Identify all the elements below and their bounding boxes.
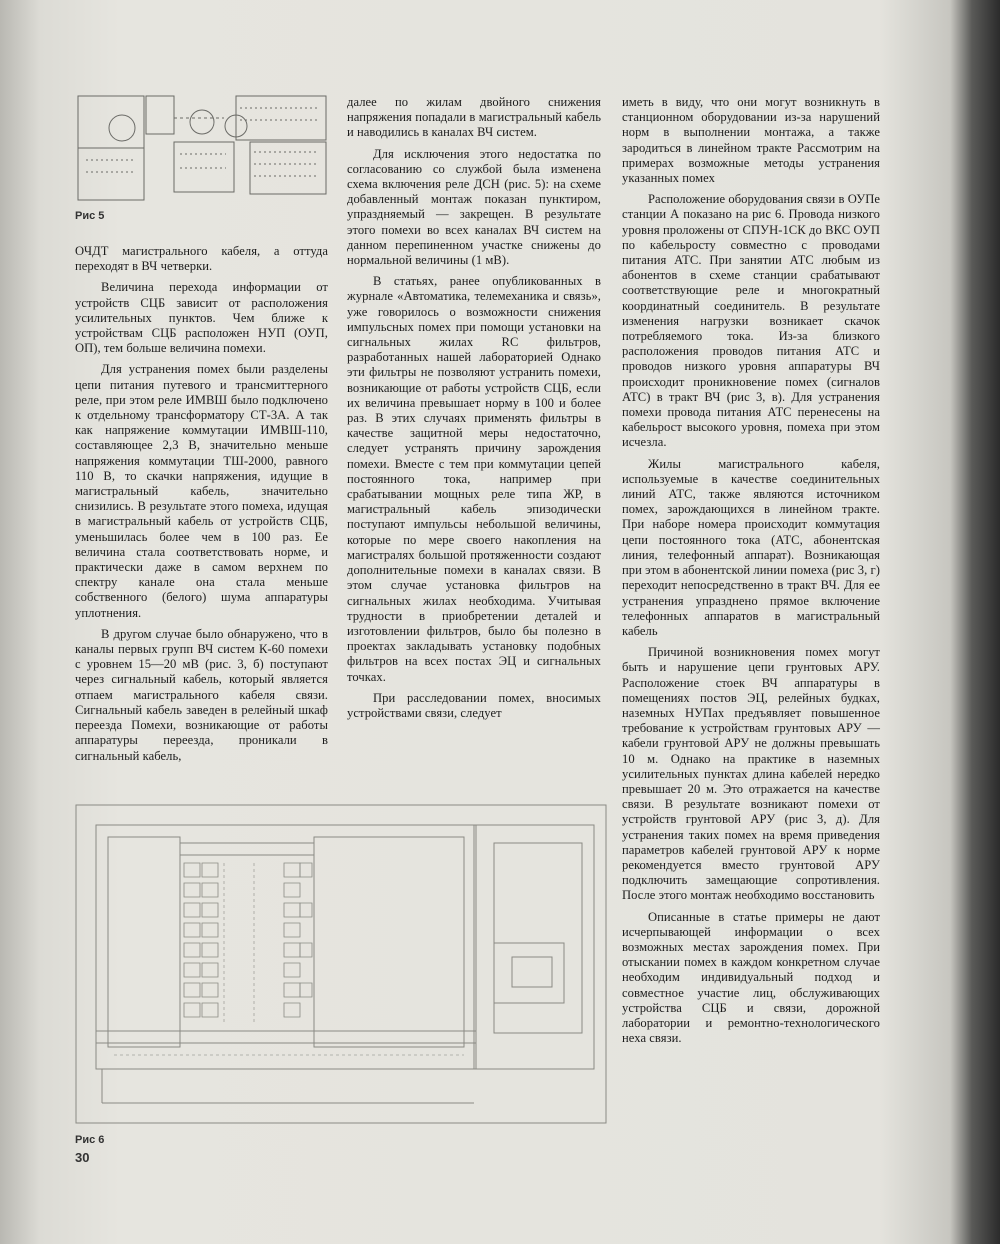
paragraph: далее по жилам двойного снижения напряжения попадали в магистральный кабель и наводились в каналах ВЧ систем. [347, 95, 601, 140]
paragraph: При расследовании помех, вносимых устройствами связи, следует [347, 690, 601, 720]
paragraph: Описанные в статье примеры не дают исчерпывающей информации о всех возможных местах зарождения помех. При отыскании помех в каждом конкретном случае необходим индивидуальный подход и совместное участие лиц, обслуживающих устройства СЦБ и связи, дорожной лаборатории и ремонтно-технологического неха связи. [622, 909, 880, 1046]
paragraph: В другом случае было обнаружено, что в каналы первых групп ВЧ систем К-60 помехи с уровнем 15—20 мВ (рис. 3, б) поступают через сигнальный кабель, который является отпаем магистрального кабеля связи. Сигнальный кабель заведен в релейный шкаф переезда Помехи, возникающие от работы аппаратуры переезда, проникали в сигнальный кабель, [75, 626, 328, 763]
paragraph: иметь в виду, что они могут возникнуть в станционном оборудовании из-за нарушений норм в выполнении монтажа, а также зародиться в линейном тракте Рассмотрим на примерах возможные методы устранения указанных помех [622, 95, 880, 186]
text-column-1 [75, 244, 328, 764]
paragraph: Причиной возникновения помех могут быть и нарушение цепи грунтовых АРУ. Расположение стоек ВЧ аппаратуры в помещениях постов ЭЦ, релейных будках, наземных НУПах предъявляет повышенное требование к устройствам грунтовых АРУ — кабели грунтовой АРУ не должны превышать 10 м. Однако на практике в наземных усилительных пунктах длина кабелей нередко превышает 20 м. Это отражается на качестве связи. В результате возникают помехи от устройств грунтовой АРУ (рис 3, д). Для устранения таких помех на время приведения параметров кабелей грунтовой АРУ к норме рекомендуется вместо грунтовой АРУ подключить замещающие сопротивления. После этого монтаж необходимо восстановить [622, 645, 880, 903]
paragraph: Для исключения этого недостатка по согласованию со службой была изменена схема включения реле ДСН (рис. 5): на схеме добавленный монтаж показан пунктиром, упраздняемый — закрещен. В результате этого помехи во всех каналах ВЧ систем на данном перепиненном участке снижены до нормальной величины (1 мВ). [347, 146, 601, 268]
text-column-3 [622, 95, 880, 1046]
figure-5-schematic [76, 92, 330, 204]
text-column-2 [347, 95, 601, 721]
page-number: 30 [75, 1150, 90, 1165]
paragraph: ОЧДТ магистрального кабеля, а оттуда переходят в ВЧ четверки. [75, 244, 328, 274]
figure-5-caption: Рис 5 [75, 210, 105, 222]
relay-circuit-diagram [76, 92, 330, 204]
paragraph: Жилы магистрального кабеля, используемые в качестве соединительных линий АТС, также являются источником помех, зарождающихся в линейном тракте. При наборе номера происходит коммутация цепи постоянного тока (АТС, абонентская линия, телефонный аппарат). Возникающая при этом в абонентской линии помеха (рис 3, г) переходит непосредственно в тракт ВЧ. Для ее устранения упразднено прямое включение телефонных аппаратов в магистральный кабель [622, 456, 880, 638]
paragraph: Расположение оборудования связи в ОУПе станции А показано на рис 6. Провода низкого уровня проложены от СПУН-1СК до ВКС ОУП по кабельросту совместно с проводами питания АТС. При занятии АТС любым из абонентов в схеме станции срабатывают соответствующие реле и многократный координатный соединитель. В результате изменения нагрузки возникает скачок потребляемого тока. Из-за близкого расположения проводов питания АТС и проводов низкого уровня аппаратуры ВЧ происходит проникновение помех (сигналов АТС) в тракт ВЧ (рис 3, в). Для устранения помехи провода питания АТС перенесены на кабельрост высокого уровня, помеха при этом исчезла. [622, 192, 880, 450]
relay-left-circle [109, 115, 135, 141]
paragraph: Величина перехода информации от устройств СЦБ зависит от расположения усилительных пунктов. Чем ближе к устройствам СЦБ расположен НУП (ОУП, ОП), тем больше величина помехи. [75, 280, 328, 356]
paragraph: Для устранения помех были разделены цепи питания путевого и трансмиттерного реле, при этом реле ИМВШ было подключено к отдельному трансформатору СТ-3А. А так как напряжение коммутации ИМВШ-110, составляющее 2,3 В, значительно меньше напряжения коммутации ТШ-2000, равного 110 В, то скачки напряжения, идущие в магистральный кабель, значительно снизились. В результате этого помеха, идущая в магистральный кабель от устройств СЦБ, уменьшилась более чем в 100 раз. Ее величина стала соответствовать норме, и практически даже в самом верхнем по спектру канале она стала меньше собственного (белого) шума аппаратуры уплотнения. [75, 362, 328, 620]
paragraph: В статьях, ранее опубликованных в журнале «Автоматика, телемеханика и связь», уже говорилось о возможности снижения импульсных помех при помощи установки на сигнальных жилах RC фильтров, разработанных нашей лабораторией Однако эти фильтры не позволяют устранить помехи, возникающие от работы устройств СЦБ, если их величина превышает норму в 100 и более раз. В этих случаях применять фильтры в качестве защитной меры недостаточно, следует устранять причину зарождения помехи. Вместе с тем при коммутации цепей постоянного тока, например при срабатывании мощных реле типа ЖР, в магистральный кабель эпизодически поступают импульсы небольшой величины, которые по мере своего накопления на магистралях большой протяженности создают дополнительные помехи в каналах связи. В этом случае установка фильтров на сигнальных жилах необходима. Учитывая трудности в приобретении деталей и изготовлении фильтров, было бы полезно в проектах закладывать установку подобных фильтров на всех постах ЭЦ и сигнальных точках. [347, 274, 601, 684]
equipment-layout-diagram [74, 803, 609, 1125]
relay-middle-circle [190, 110, 214, 134]
figure-6-caption: Рис 6 [75, 1134, 105, 1146]
figure-6-floor-plan [74, 803, 609, 1125]
